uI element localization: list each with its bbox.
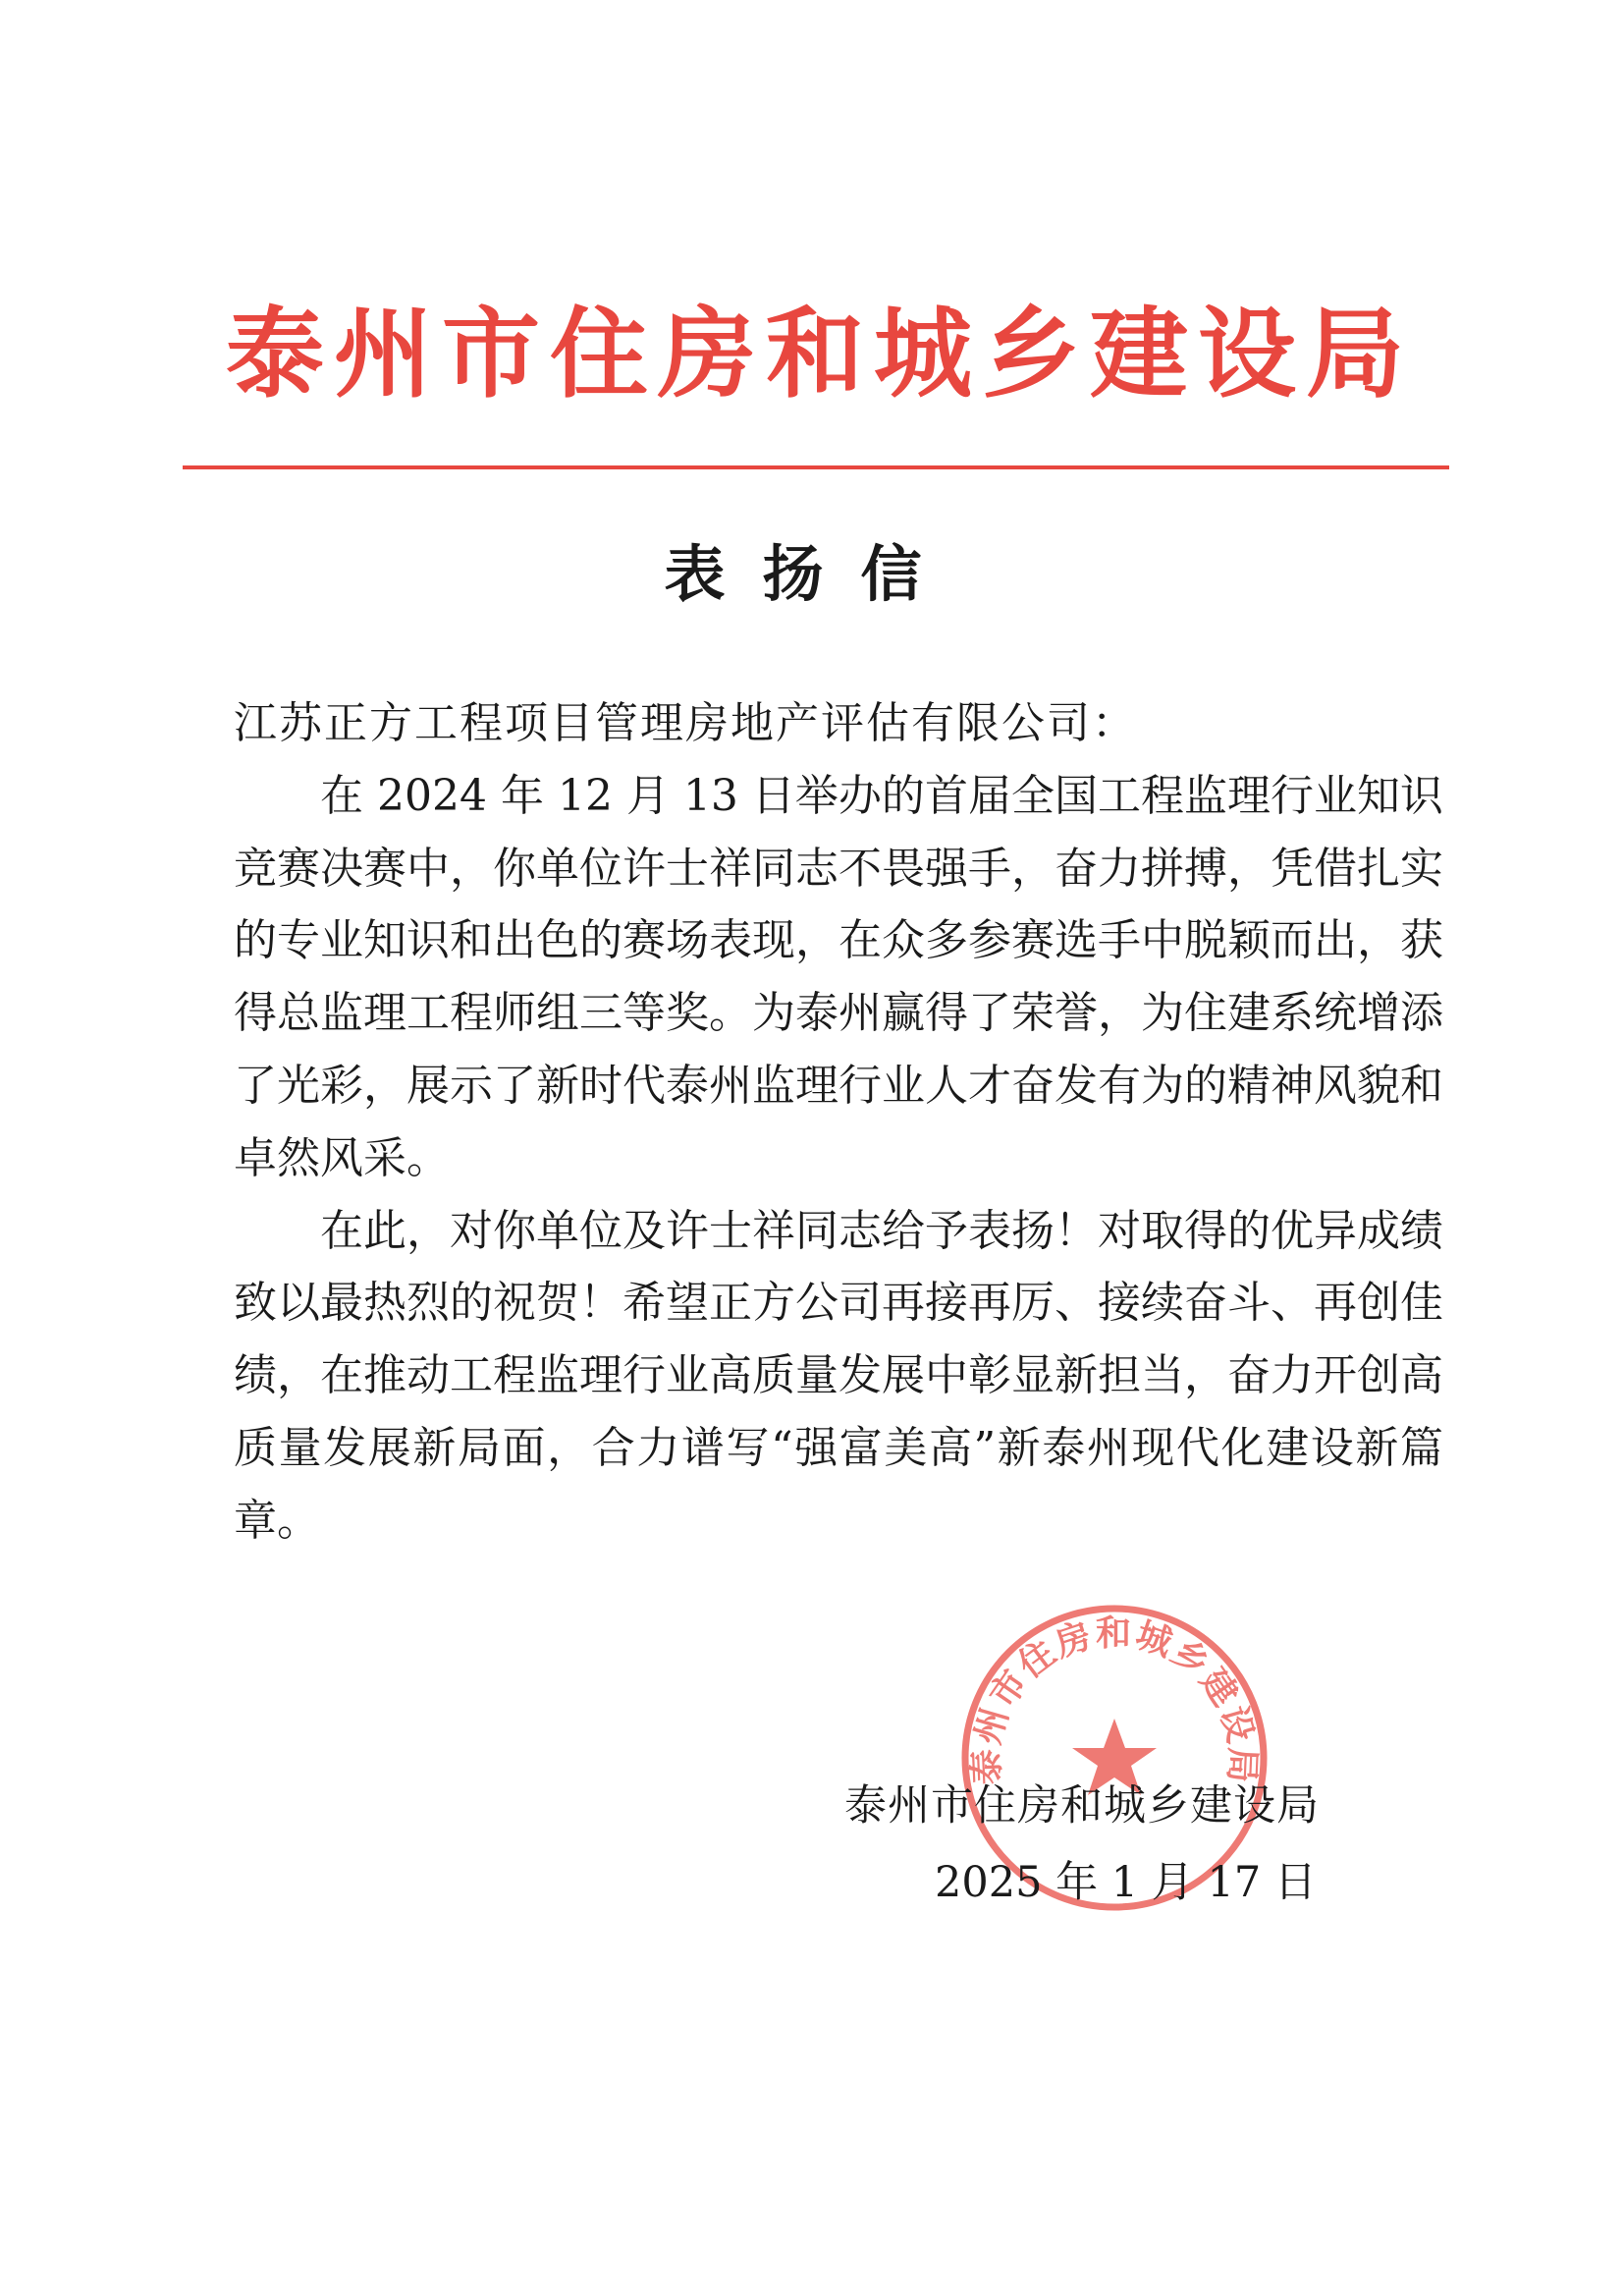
paragraph-2: 在此，对你单位及许士祥同志给予表扬！对取得的优异成绩致以最热烈的祝贺！希望正方公司再接再厉、接续奋斗、再创佳绩，在推动工程监理行业高质量发展中彰显新担当，奋力开创高质量发展新局面，合力谱写“强富美高”新泰州现代化建设新篇章。 <box>234 1205 1443 1546</box>
document-title: 表扬信 <box>664 538 959 610</box>
salutation: 江苏正方工程项目管理房地产评估有限公司： <box>234 698 1137 748</box>
letterhead-title: 泰州市住房和城乡建设局 <box>226 296 1414 411</box>
letter-body <box>234 687 1443 1558</box>
seal-text: 泰州市住房和城乡建设局 <box>965 1612 1264 1786</box>
paragraph-1: 在 2024 年 12 月 13 日举办的首届全国工程监理行业知识竞赛决赛中，你单位许士祥同志不畏强手，奋力拼搏，凭借扎实的专业知识和出色的赛场表现，在众多参赛选手中脱颖而出，获得总监理工程师组三等奖。为泰州赢得了荣誉，为住建系统增添了光彩，展示了新时代泰州监理行业人才奋发有为的精神风貌和卓然风采。 <box>234 770 1443 1183</box>
signature-date: 2025 年 1 月 17 日 <box>935 1858 1317 1907</box>
signature-org: 泰州市住房和城乡建设局 <box>844 1781 1320 1831</box>
letterhead-divider <box>183 465 1449 469</box>
signature-block <box>844 1768 1335 1921</box>
